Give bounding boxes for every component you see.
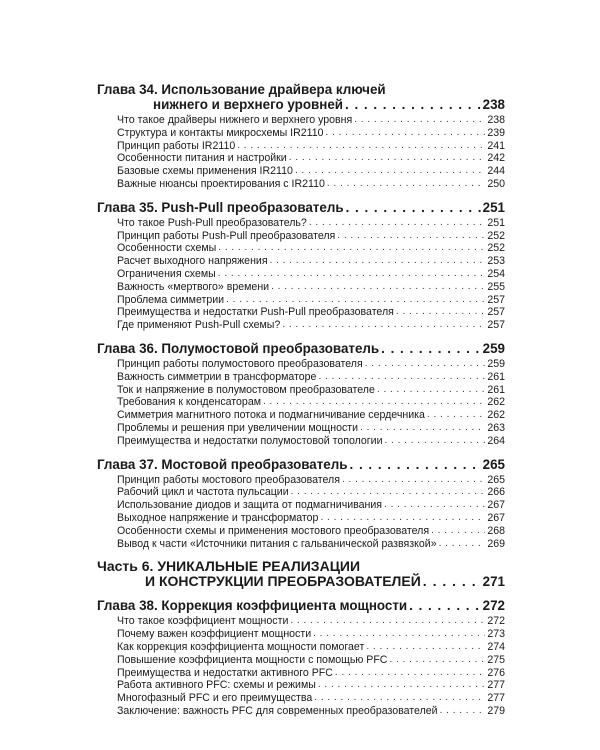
entry-title: Базовые схемы применения IR2110 (117, 165, 293, 178)
entry-page: 279 (487, 704, 505, 717)
toc-entry (117, 371, 505, 384)
entry-title: Принцип работы IR2110 (117, 139, 236, 152)
leader-dots (282, 319, 485, 332)
leader-dots (237, 140, 485, 153)
toc-entry (117, 384, 505, 397)
entry-page: 257 (487, 293, 505, 306)
chapter-heading (97, 457, 505, 472)
entry-page: 238 (487, 114, 505, 126)
entry-page: 242 (487, 152, 505, 165)
table-of-contents (97, 82, 505, 727)
entry-page: 257 (487, 306, 505, 319)
leader-dots (440, 705, 486, 718)
entry-title: Особенности схемы и применения мостового преобразователя (117, 524, 430, 537)
leader-dots (345, 97, 481, 112)
leader-dots (366, 641, 485, 654)
entry-title: Особенности схемы (117, 242, 217, 255)
leader-dots (439, 538, 486, 551)
entry-title: Повышение коэффициента мощности с помощью PFC (117, 653, 388, 666)
toc-entry (117, 140, 505, 153)
entry-page: 276 (487, 666, 505, 679)
entry-title: Где применяют Push-Pull схемы? (117, 319, 281, 332)
entry-page: 263 (487, 421, 505, 434)
entry-title: Вывод к части «Источники питания с гальванической развязкой» (117, 537, 437, 550)
entry-page: 268 (487, 524, 505, 537)
chapter-items (97, 358, 505, 448)
toc-entry (117, 165, 505, 178)
entry-title: Проблемы и решения при увеличении мощности (117, 421, 359, 434)
entry-title: Важность «мертвого» времени (117, 280, 270, 293)
toc-entry (117, 705, 505, 718)
chapter-items (97, 474, 505, 551)
leader-dots (314, 692, 485, 705)
chapter-page: 238 (482, 97, 505, 112)
entry-page: 239 (487, 126, 505, 139)
entry-page: 244 (487, 165, 505, 178)
entry-page: 252 (487, 229, 505, 242)
toc-entry (117, 127, 505, 140)
entry-page: 262 (487, 409, 505, 422)
entry-title: Особенности питания и настройки (117, 152, 287, 165)
entry-page: 261 (487, 370, 505, 383)
leader-dots (335, 667, 485, 680)
entry-page: 262 (487, 396, 505, 409)
entry-page: 254 (487, 267, 505, 280)
entry-page: 274 (487, 640, 505, 653)
entry-title: Ограничения схемы (117, 267, 216, 280)
entry-title: Выходное напряжение и трансформатор (117, 511, 319, 524)
entry-title: Почему важен коэффициент мощности (117, 628, 312, 641)
entry-page: 269 (487, 537, 505, 550)
entry-title: Что такое драйверы нижнего и верхнего уровня (117, 114, 353, 126)
entry-page: 250 (487, 177, 505, 190)
entry-title: Принцип работы мостового преобразователя (117, 473, 340, 486)
leader-dots (218, 242, 485, 255)
entry-page: 251 (487, 216, 505, 229)
entry-page: 253 (487, 255, 505, 268)
leader-dots (318, 679, 485, 692)
entry-title: Как коррекция коэффициента мощности помогает (117, 640, 365, 653)
chapter-36 (97, 341, 505, 448)
toc-entry (117, 114, 505, 127)
leader-dots (290, 615, 485, 628)
leader-dots (384, 499, 485, 512)
leader-dots (346, 200, 481, 215)
entry-title: Заключение: важность PFC для современных преобразователей (117, 704, 438, 717)
entry-title: Ток и напряжение в полумостовом преобразователе (117, 383, 375, 396)
entry-title: Важные нюансы проектирования с IR2110 (117, 177, 325, 190)
entry-title: Работа активного PFC: схемы и режимы (117, 679, 316, 692)
leader-dots (309, 217, 485, 230)
leader-dots (365, 358, 486, 371)
toc-entry (117, 306, 505, 319)
entry-page: 277 (487, 692, 505, 705)
entry-page: 264 (487, 434, 505, 447)
toc-entry (117, 396, 505, 409)
leader-dots (326, 127, 486, 140)
entry-title: Многофазный PFC и его преимущества (117, 692, 313, 705)
entry-title: Что такое коэффициент мощности (117, 615, 289, 628)
toc-entry (117, 474, 505, 487)
entry-title: Принцип работы полумостового преобразователя (117, 357, 363, 370)
entry-page: 261 (487, 383, 505, 396)
chapter-heading (97, 200, 505, 215)
part-heading (97, 559, 505, 589)
chapter-title-line1: Глава 34. Использование драйвера ключей (97, 82, 386, 97)
entry-page: 277 (487, 679, 505, 692)
leader-dots (381, 341, 481, 356)
entry-title: Принцип работы Push-Pull преобразователя (117, 229, 336, 242)
chapter-heading (97, 598, 505, 613)
chapter-38 (97, 598, 505, 717)
chapter-34 (97, 82, 505, 191)
leader-dots (389, 654, 485, 667)
toc-entry (117, 178, 505, 191)
toc-entry (117, 692, 505, 705)
entry-title: Использование диодов и защита от подмагничивания (117, 499, 383, 512)
entry-page: 267 (487, 511, 505, 524)
leader-dots (427, 409, 485, 422)
entry-page: 275 (487, 653, 505, 666)
leader-dots (342, 474, 485, 487)
leader-dots (318, 371, 485, 384)
chapter-page: 272 (482, 598, 505, 614)
toc-entry (117, 217, 505, 230)
leader-dots (377, 384, 485, 397)
toc-entry (117, 512, 505, 525)
entry-title: Рабочий цикл и частота пульсации (117, 486, 289, 499)
toc-entry (117, 628, 505, 641)
leader-dots (271, 281, 485, 294)
toc-entry (117, 667, 505, 680)
entry-page: 257 (487, 319, 505, 332)
leader-dots (337, 230, 485, 243)
chapter-title: Глава 36. Полумостовой преобразователь (97, 340, 380, 356)
toc-entry (117, 486, 505, 499)
toc-entry (117, 641, 505, 654)
toc-entry (117, 654, 505, 667)
chapter-37 (97, 457, 505, 551)
toc-entry (117, 435, 505, 448)
toc-entry (117, 281, 505, 294)
entry-title: Преимущества и недостатки активного PFC (117, 666, 333, 679)
toc-entry (117, 230, 505, 243)
leader-dots (291, 486, 486, 499)
toc-entry (117, 242, 505, 255)
leader-dots (385, 435, 486, 448)
toc-entry (117, 679, 505, 692)
chapter-items (97, 114, 505, 191)
leader-dots (327, 178, 485, 191)
entry-title: Расчет выходного напряжения (117, 255, 268, 268)
chapter-35 (97, 200, 505, 332)
leader-dots (354, 114, 485, 127)
toc-entry (117, 615, 505, 628)
entry-page: 266 (487, 486, 505, 499)
toc-entry (117, 255, 505, 268)
chapter-title: Глава 38. Коррекция коэффициента мощности (97, 598, 408, 614)
toc-entry (117, 409, 505, 422)
part-6 (97, 559, 505, 589)
part-title-line1: Часть 6. УНИКАЛЬНЫЕ РЕАЛИЗАЦИИ (97, 558, 361, 575)
entry-page: 265 (487, 473, 505, 486)
chapter-title: Глава 37. Мостовой преобразователь (97, 456, 348, 472)
leader-dots (396, 306, 485, 319)
entry-title: Что такое Push-Pull преобразователь? (117, 216, 307, 229)
toc-entry (117, 538, 505, 551)
leader-dots (350, 457, 481, 472)
entry-title: Симметрия магнитного потока и подмагничивание сердечника (117, 409, 425, 422)
leader-dots (226, 294, 485, 307)
toc-entry (117, 422, 505, 435)
toc-entry (117, 525, 505, 538)
entry-page: 259 (487, 357, 505, 370)
toc-entry (117, 499, 505, 512)
entry-page: 272 (487, 615, 505, 628)
leader-dots (295, 165, 485, 178)
chapter-page: 251 (482, 199, 505, 215)
entry-page: 255 (487, 280, 505, 293)
chapter-title: Глава 35. Push-Pull преобразователь (97, 199, 344, 215)
entry-title: Требования к конденсаторам (117, 396, 261, 409)
leader-dots (320, 512, 485, 525)
leader-dots (218, 268, 486, 281)
leader-dots (431, 525, 485, 538)
chapter-page: 265 (482, 456, 505, 472)
chapter-heading (97, 82, 505, 112)
entry-title: Преимущества и недостатки Push-Pull преобразователя (117, 306, 394, 319)
entry-title: Проблема симметрии (117, 293, 225, 306)
part-page: 271 (482, 574, 505, 590)
leader-dots (289, 152, 486, 165)
leader-dots (313, 628, 485, 641)
toc-entry (117, 319, 505, 332)
entry-page: 267 (487, 499, 505, 512)
toc-entry (117, 358, 505, 371)
leader-dots (423, 574, 481, 589)
toc-entry (117, 152, 505, 165)
toc-entry (117, 268, 505, 281)
part-title-line2: И КОНСТРУКЦИИ ПРЕОБРАЗОВАТЕЛЕЙ (145, 573, 421, 590)
entry-title: Преимущества и недостатки полумостовой топологии (117, 434, 383, 447)
leader-dots (360, 422, 485, 435)
leader-dots (263, 396, 485, 409)
chapter-heading (97, 341, 505, 356)
chapter-title-line2: нижнего и верхнего уровней (153, 97, 344, 112)
entry-title: Структура и контакты микросхемы IR2110 (117, 126, 324, 139)
toc-entry (117, 294, 505, 307)
entry-title: Важность симметрии в трансформаторе (117, 370, 317, 383)
chapter-page: 259 (482, 340, 505, 356)
leader-dots (270, 255, 486, 268)
chapter-items (97, 217, 505, 332)
chapter-items (97, 615, 505, 717)
entry-page: 241 (487, 139, 505, 152)
leader-dots (409, 598, 481, 613)
entry-page: 252 (487, 242, 505, 255)
entry-page: 273 (487, 628, 505, 641)
